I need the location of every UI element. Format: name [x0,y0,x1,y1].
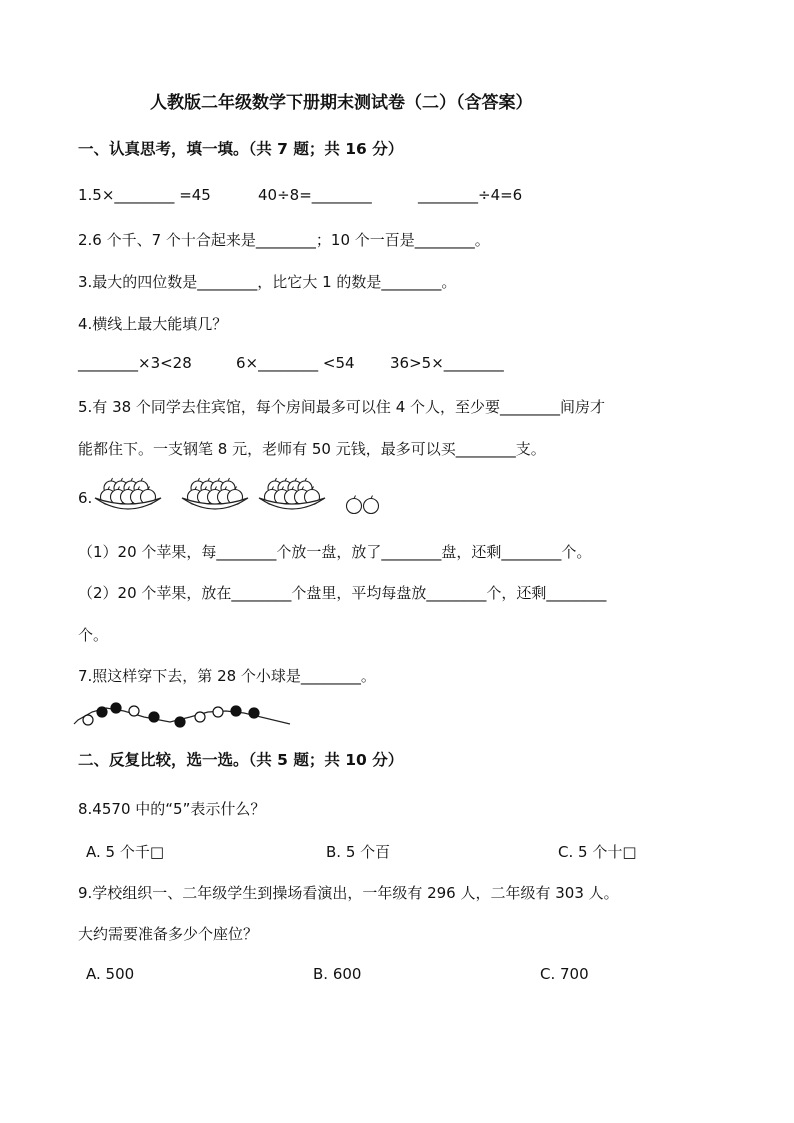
apple-stem [228,478,230,481]
question-6-sub2-line2: 个。 [78,626,109,644]
question-7: 7.照这样穿下去，第 28 个小球是________。 [78,667,376,685]
apple-icon [347,499,362,514]
question-6-label: 6. [78,489,93,507]
question-8-option-c[interactable]: C. 5 个十□ [558,843,637,861]
question-9-line2: 大约需要准备多少个座位？ [78,925,259,943]
question-1a: 1.5×________ =45 [78,186,211,204]
black-bead [111,703,121,713]
bead-string-illustration [74,698,314,738]
apple-plates-illustration [95,470,415,520]
apple-stem [295,478,297,481]
question-8-option-a[interactable]: A. 5 个千□ [86,843,165,861]
black-bead [97,707,107,717]
apple-plate [259,478,325,509]
question-9-option-a[interactable]: A. 500 [86,965,135,983]
question-1c: ________÷4=6 [418,186,523,204]
white-bead [83,715,93,725]
section-1-heading: 一、认真思考，填一填。（共 7 题；共 16 分） [78,140,404,158]
question-4c: 36>5×________ [390,354,504,372]
white-bead [195,712,205,722]
section-2-heading: 二、反复比较，选一选。（共 5 题；共 10 分） [78,751,404,769]
question-2: 2.6 个千、7 个十合起来是________；10 个一百是________。 [78,231,490,249]
question-4b: 6×________ <54 [236,354,355,372]
question-4: 4.横线上最大能填几？ [78,315,228,333]
question-1b: 40÷8=________ [258,186,372,204]
apple-stem [354,496,356,499]
apple-plate [182,478,248,509]
apple-stem [121,478,123,481]
apple-stem [371,496,373,499]
question-9-line1: 9.学校组织一、二年级学生到操场看演出，一年级有 296 人，二年级有 303 人。 [78,884,619,902]
question-9-option-c[interactable]: C. 700 [540,965,589,983]
question-8: 8.4570 中的“5”表示什么？ [78,800,266,818]
apple-stem [141,478,143,481]
apple-stem [208,478,210,481]
question-3: 3.最大的四位数是________，比它大 1 的数是________。 [78,273,457,291]
white-bead [129,706,139,716]
question-5-line1: 5.有 38 个同学去住宾馆，每个房间最多可以住 4 个人，至少要________间房才 [78,398,606,416]
apple-stem [218,478,220,481]
black-bead [249,708,259,718]
apple-stem [275,478,277,481]
white-bead [213,707,223,717]
page-title: 人教版二年级数学下册期末测试卷（二）（含答案） [150,93,533,113]
apple-stem [131,478,133,481]
question-6-sub1: （1）20 个苹果，每________个放一盘，放了________盘，还剩________个。 [78,543,592,561]
black-bead [175,717,185,727]
question-5-line2: 能都住下。一支钢笔 8 元，老师有 50 元钱，最多可以买________支。 [78,440,546,458]
apple-plate [95,478,161,509]
question-6-sub2-line1: （2）20 个苹果，放在________个盘里，平均每盘放________个，还剩________ [78,584,607,602]
apple-stem [285,478,287,481]
black-bead [149,712,159,722]
apple-stem [111,478,113,481]
question-9-option-b[interactable]: B. 600 [313,965,362,983]
black-bead [231,706,241,716]
apple-stem [198,478,200,481]
apple-icon [364,499,379,514]
apple-stem [305,478,307,481]
question-4a: ________×3<28 [78,354,192,372]
question-8-option-b[interactable]: B. 5 个百 [326,843,391,861]
